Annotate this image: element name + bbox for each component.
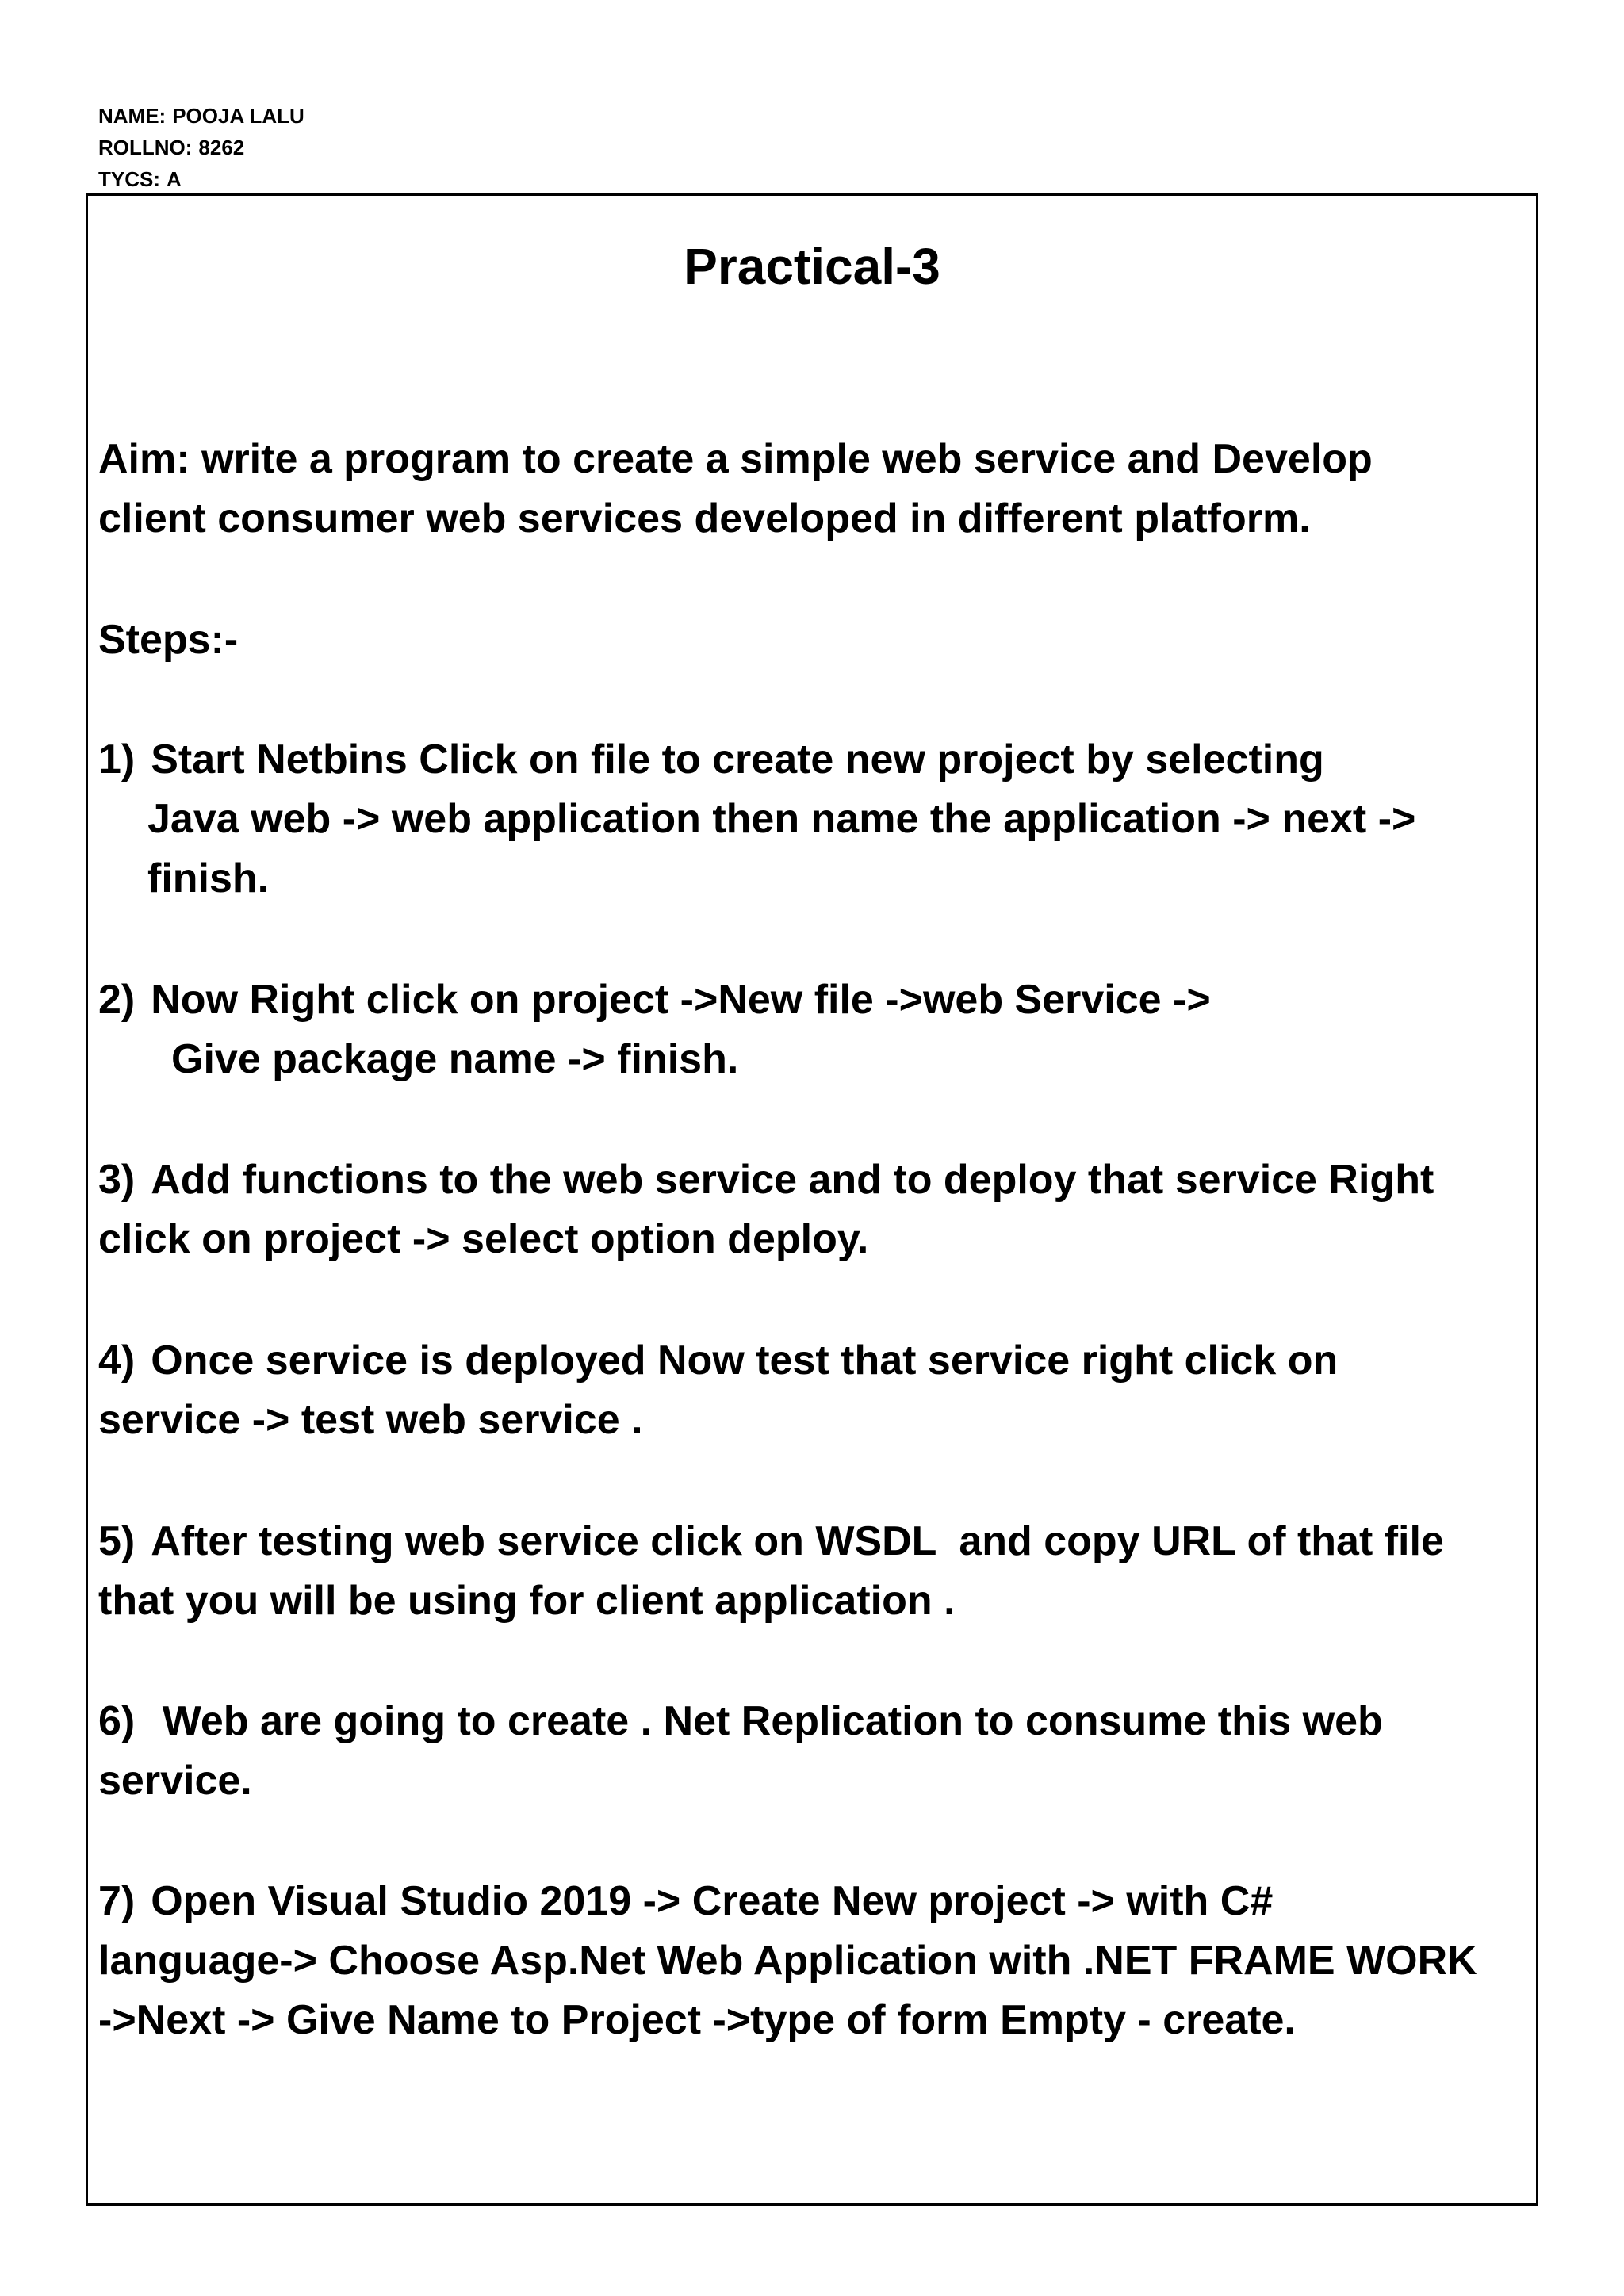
step-item-6 bbox=[98, 1692, 1526, 1811]
step-1-line-2: Java web -> web application then name the application -> next -> bbox=[147, 796, 1416, 842]
aim-paragraph bbox=[98, 430, 1526, 549]
step-item-4 bbox=[98, 1331, 1526, 1450]
step-5-line-1 bbox=[98, 1512, 1526, 1571]
rollno-label: ROLLNO: bbox=[98, 136, 193, 159]
step-3-text-1: Add functions to the web service and to deploy that service Right bbox=[151, 1157, 1434, 1203]
step-7-text-1: Open Visual Studio 2019 -> Create New project -> with C# bbox=[151, 1878, 1274, 1924]
step-3-line-2: click on project -> select option deploy. bbox=[98, 1216, 869, 1262]
class-label: TYCS: bbox=[98, 167, 160, 191]
step-7-line-2: language-> Choose Asp.Net Web Application with .NET FRAME WORK bbox=[98, 1938, 1477, 1984]
step-item-5 bbox=[98, 1512, 1526, 1631]
step-6-line-2: service. bbox=[98, 1758, 252, 1804]
step-item-2 bbox=[98, 970, 1526, 1089]
step-4-line-1 bbox=[98, 1331, 1526, 1391]
step-4-text-1: Once service is deployed Now test that service right click on bbox=[151, 1337, 1339, 1383]
step-6-text-1: Web are going to create . Net Replication to consume this web bbox=[151, 1698, 1383, 1744]
step-item-3 bbox=[98, 1150, 1526, 1269]
step-4-number: 4) bbox=[98, 1337, 136, 1383]
step-2-text-1: Now Right click on project ->New file ->web Service -> bbox=[151, 977, 1211, 1023]
step-1-line-1 bbox=[98, 730, 1526, 790]
step-1-line-3: finish. bbox=[147, 855, 270, 901]
step-2-line-1 bbox=[98, 970, 1526, 1030]
student-info bbox=[98, 100, 304, 195]
step-4-line-2: service -> test web service . bbox=[98, 1397, 643, 1443]
roll-number-line bbox=[98, 132, 304, 163]
page-title: Practical-3 bbox=[684, 238, 940, 295]
step-7-line-1 bbox=[98, 1872, 1526, 1931]
aim-line-2: client consumer web services developed in different platform. bbox=[98, 496, 1311, 541]
step-item-1 bbox=[98, 730, 1526, 909]
rollno-value: 8262 bbox=[198, 136, 245, 159]
step-5-text-1: After testing web service click on WSDL and copy URL of that file bbox=[151, 1518, 1444, 1564]
class-value: A bbox=[167, 167, 182, 191]
step-2-line-2: Give package name -> finish. bbox=[171, 1036, 739, 1082]
step-2-number: 2) bbox=[98, 977, 136, 1023]
name-value: POOJA LALU bbox=[172, 104, 304, 128]
student-name-line bbox=[98, 100, 304, 132]
class-line bbox=[98, 163, 304, 195]
name-label: NAME: bbox=[98, 104, 167, 128]
aim-line-1: Aim: write a program to create a simple web service and Develop bbox=[98, 436, 1373, 482]
step-6-number: 6) bbox=[98, 1698, 136, 1744]
step-5-number: 5) bbox=[98, 1518, 136, 1564]
step-1-text-1: Start Netbins Click on file to create new project by selecting bbox=[151, 737, 1324, 783]
step-3-number: 3) bbox=[98, 1157, 136, 1203]
step-3-line-1 bbox=[98, 1150, 1526, 1210]
step-5-line-2: that you will be using for client application . bbox=[98, 1578, 956, 1624]
step-1-number: 1) bbox=[98, 737, 136, 783]
step-7-number: 7) bbox=[98, 1878, 136, 1924]
steps-heading: Steps:- bbox=[98, 617, 239, 663]
step-6-line-1 bbox=[98, 1692, 1526, 1751]
step-7-line-3: ->Next -> Give Name to Project ->type of form Empty - create. bbox=[98, 1997, 1296, 2043]
step-item-7 bbox=[98, 1872, 1526, 2050]
